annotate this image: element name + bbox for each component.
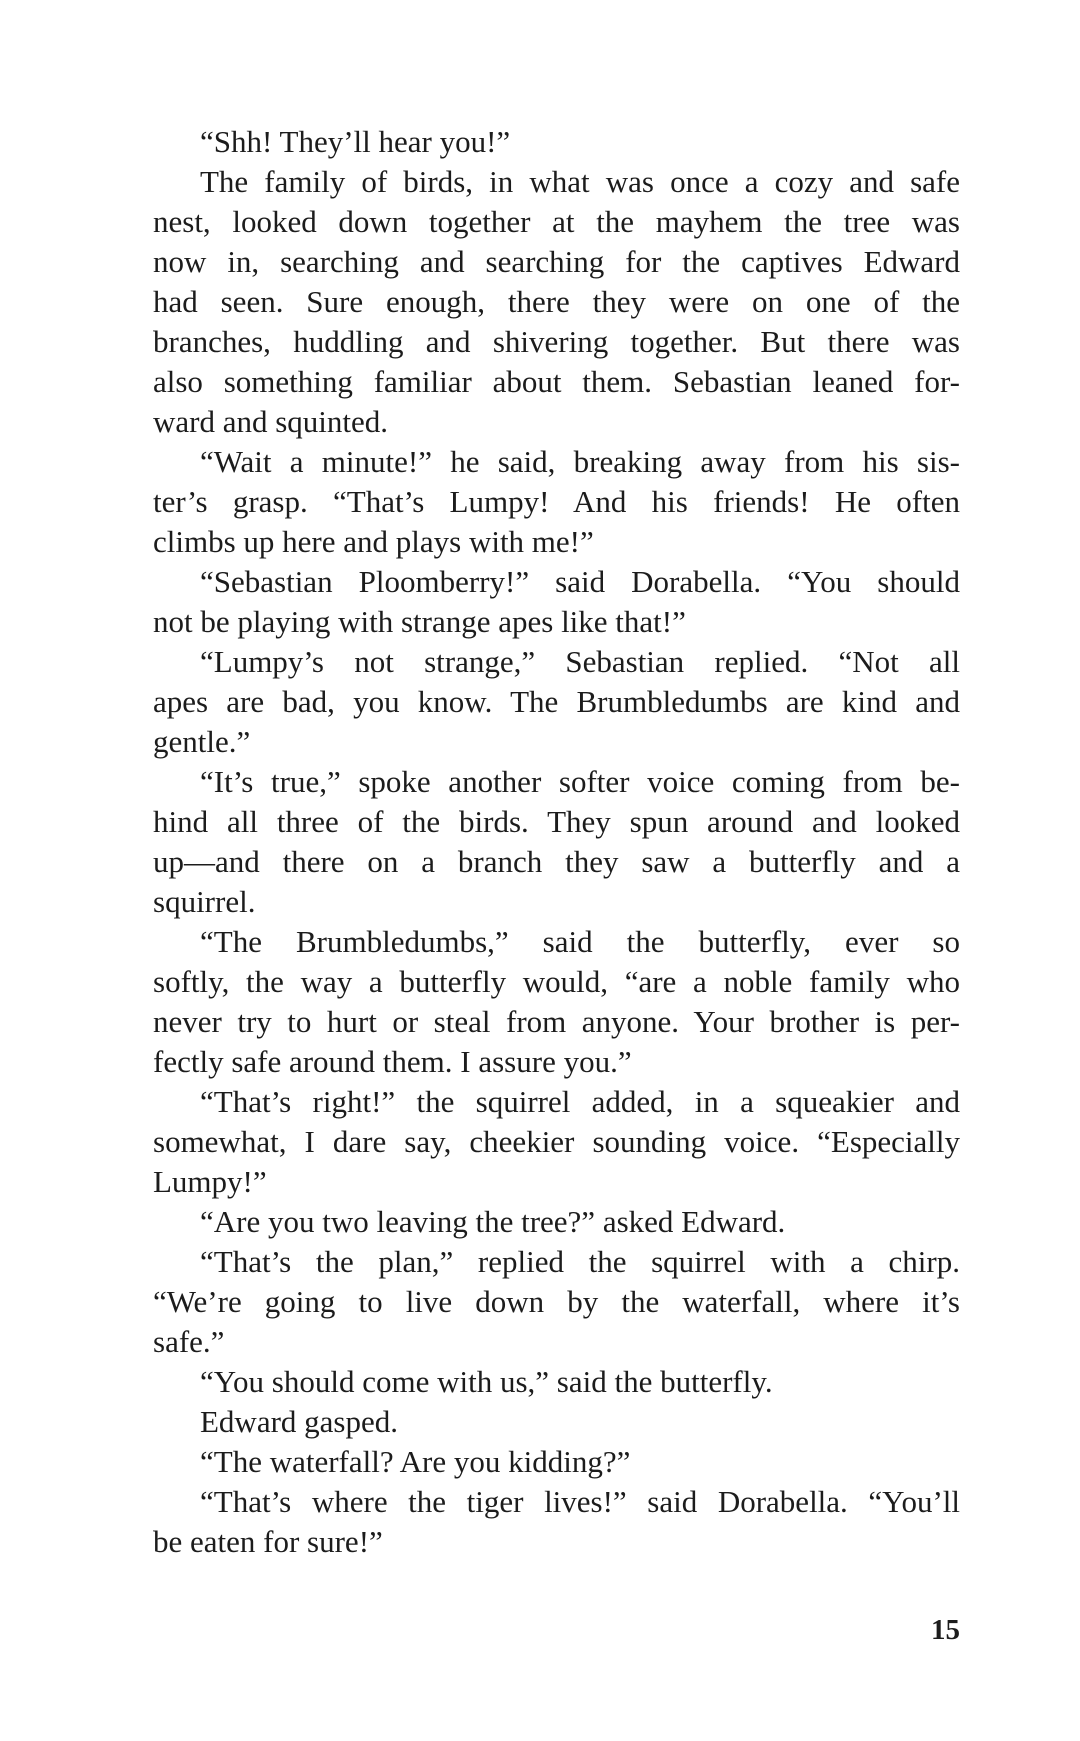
text-line: be eaten for sure!”	[153, 1524, 383, 1559]
text-line: softly, the way a butterfly would, “are a noble family who	[153, 964, 960, 999]
text-line: not be playing with strange apes like that!”	[153, 604, 686, 639]
text-line: “Shh! They’ll hear you!”	[200, 124, 511, 159]
paragraph	[153, 562, 960, 642]
text-line: apes are bad, you know. The Brumbledumbs are kind and	[153, 684, 960, 719]
paragraph	[153, 1442, 960, 1482]
text-line: fectly safe around them. I assure you.”	[153, 1044, 632, 1079]
text-line: ter’s grasp. “That’s Lumpy! And his friends! He often	[153, 484, 960, 519]
paragraph	[153, 1082, 960, 1202]
text-line: “Sebastian Ploomberry!” said Dorabella. “You should	[200, 564, 960, 599]
text-line: “That’s right!” the squirrel added, in a squeakier and	[200, 1084, 960, 1119]
paragraph	[153, 1402, 960, 1442]
text-line: “Wait a minute!” he said, breaking away from his sis-	[200, 444, 960, 479]
paragraph	[153, 162, 960, 442]
paragraph	[153, 1202, 960, 1242]
text-line: now in, searching and searching for the captives Edward	[153, 244, 960, 279]
text-line: “We’re going to live down by the waterfall, where it’s	[153, 1284, 960, 1319]
text-line: “That’s the plan,” replied the squirrel with a chirp.	[200, 1244, 960, 1279]
text-line: had seen. Sure enough, there they were on one of the	[153, 284, 960, 319]
text-line: climbs up here and plays with me!”	[153, 524, 594, 559]
text-line: “Lumpy’s not strange,” Sebastian replied. “Not all	[200, 644, 960, 679]
text-line: hind all three of the birds. They spun around and looked	[153, 804, 960, 839]
text-line: somewhat, I dare say, cheekier sounding voice. “Especially	[153, 1124, 960, 1159]
text-line: “Are you two leaving the tree?” asked Edward.	[200, 1204, 786, 1239]
text-line: Edward gasped.	[200, 1404, 398, 1439]
text-line: “It’s true,” spoke another softer voice coming from be-	[200, 764, 960, 799]
text-line: “You should come with us,” said the butterfly.	[200, 1364, 773, 1399]
paragraph	[153, 642, 960, 762]
text-line: nest, looked down together at the mayhem the tree was	[153, 204, 960, 239]
text-line: “The waterfall? Are you kidding?”	[200, 1444, 631, 1479]
paragraph	[153, 762, 960, 922]
paragraph	[153, 1362, 960, 1402]
text-line: The family of birds, in what was once a cozy and safe	[200, 164, 960, 199]
paragraph	[153, 1242, 960, 1362]
text-line: “The Brumbledumbs,” said the butterfly, ever so	[200, 924, 960, 959]
page-text	[153, 122, 960, 1562]
paragraph	[153, 922, 960, 1082]
text-line: squirrel.	[153, 884, 256, 919]
text-line: branches, huddling and shivering together. But there was	[153, 324, 960, 359]
text-line: gentle.”	[153, 724, 251, 759]
page-number: 15	[931, 1614, 960, 1646]
text-line: safe.”	[153, 1324, 225, 1359]
paragraph	[153, 122, 960, 162]
text-line: never try to hurt or steal from anyone. Your brother is per-	[153, 1004, 960, 1039]
text-line: “That’s where the tiger lives!” said Dorabella. “You’ll	[200, 1484, 960, 1519]
paragraph	[153, 442, 960, 562]
text-line: up—and there on a branch they saw a butterfly and a	[153, 844, 960, 879]
text-line: ward and squinted.	[153, 404, 389, 439]
text-line: also something familiar about them. Sebastian leaned for-	[153, 364, 960, 399]
text-line: Lumpy!”	[153, 1164, 267, 1199]
paragraph	[153, 1482, 960, 1562]
